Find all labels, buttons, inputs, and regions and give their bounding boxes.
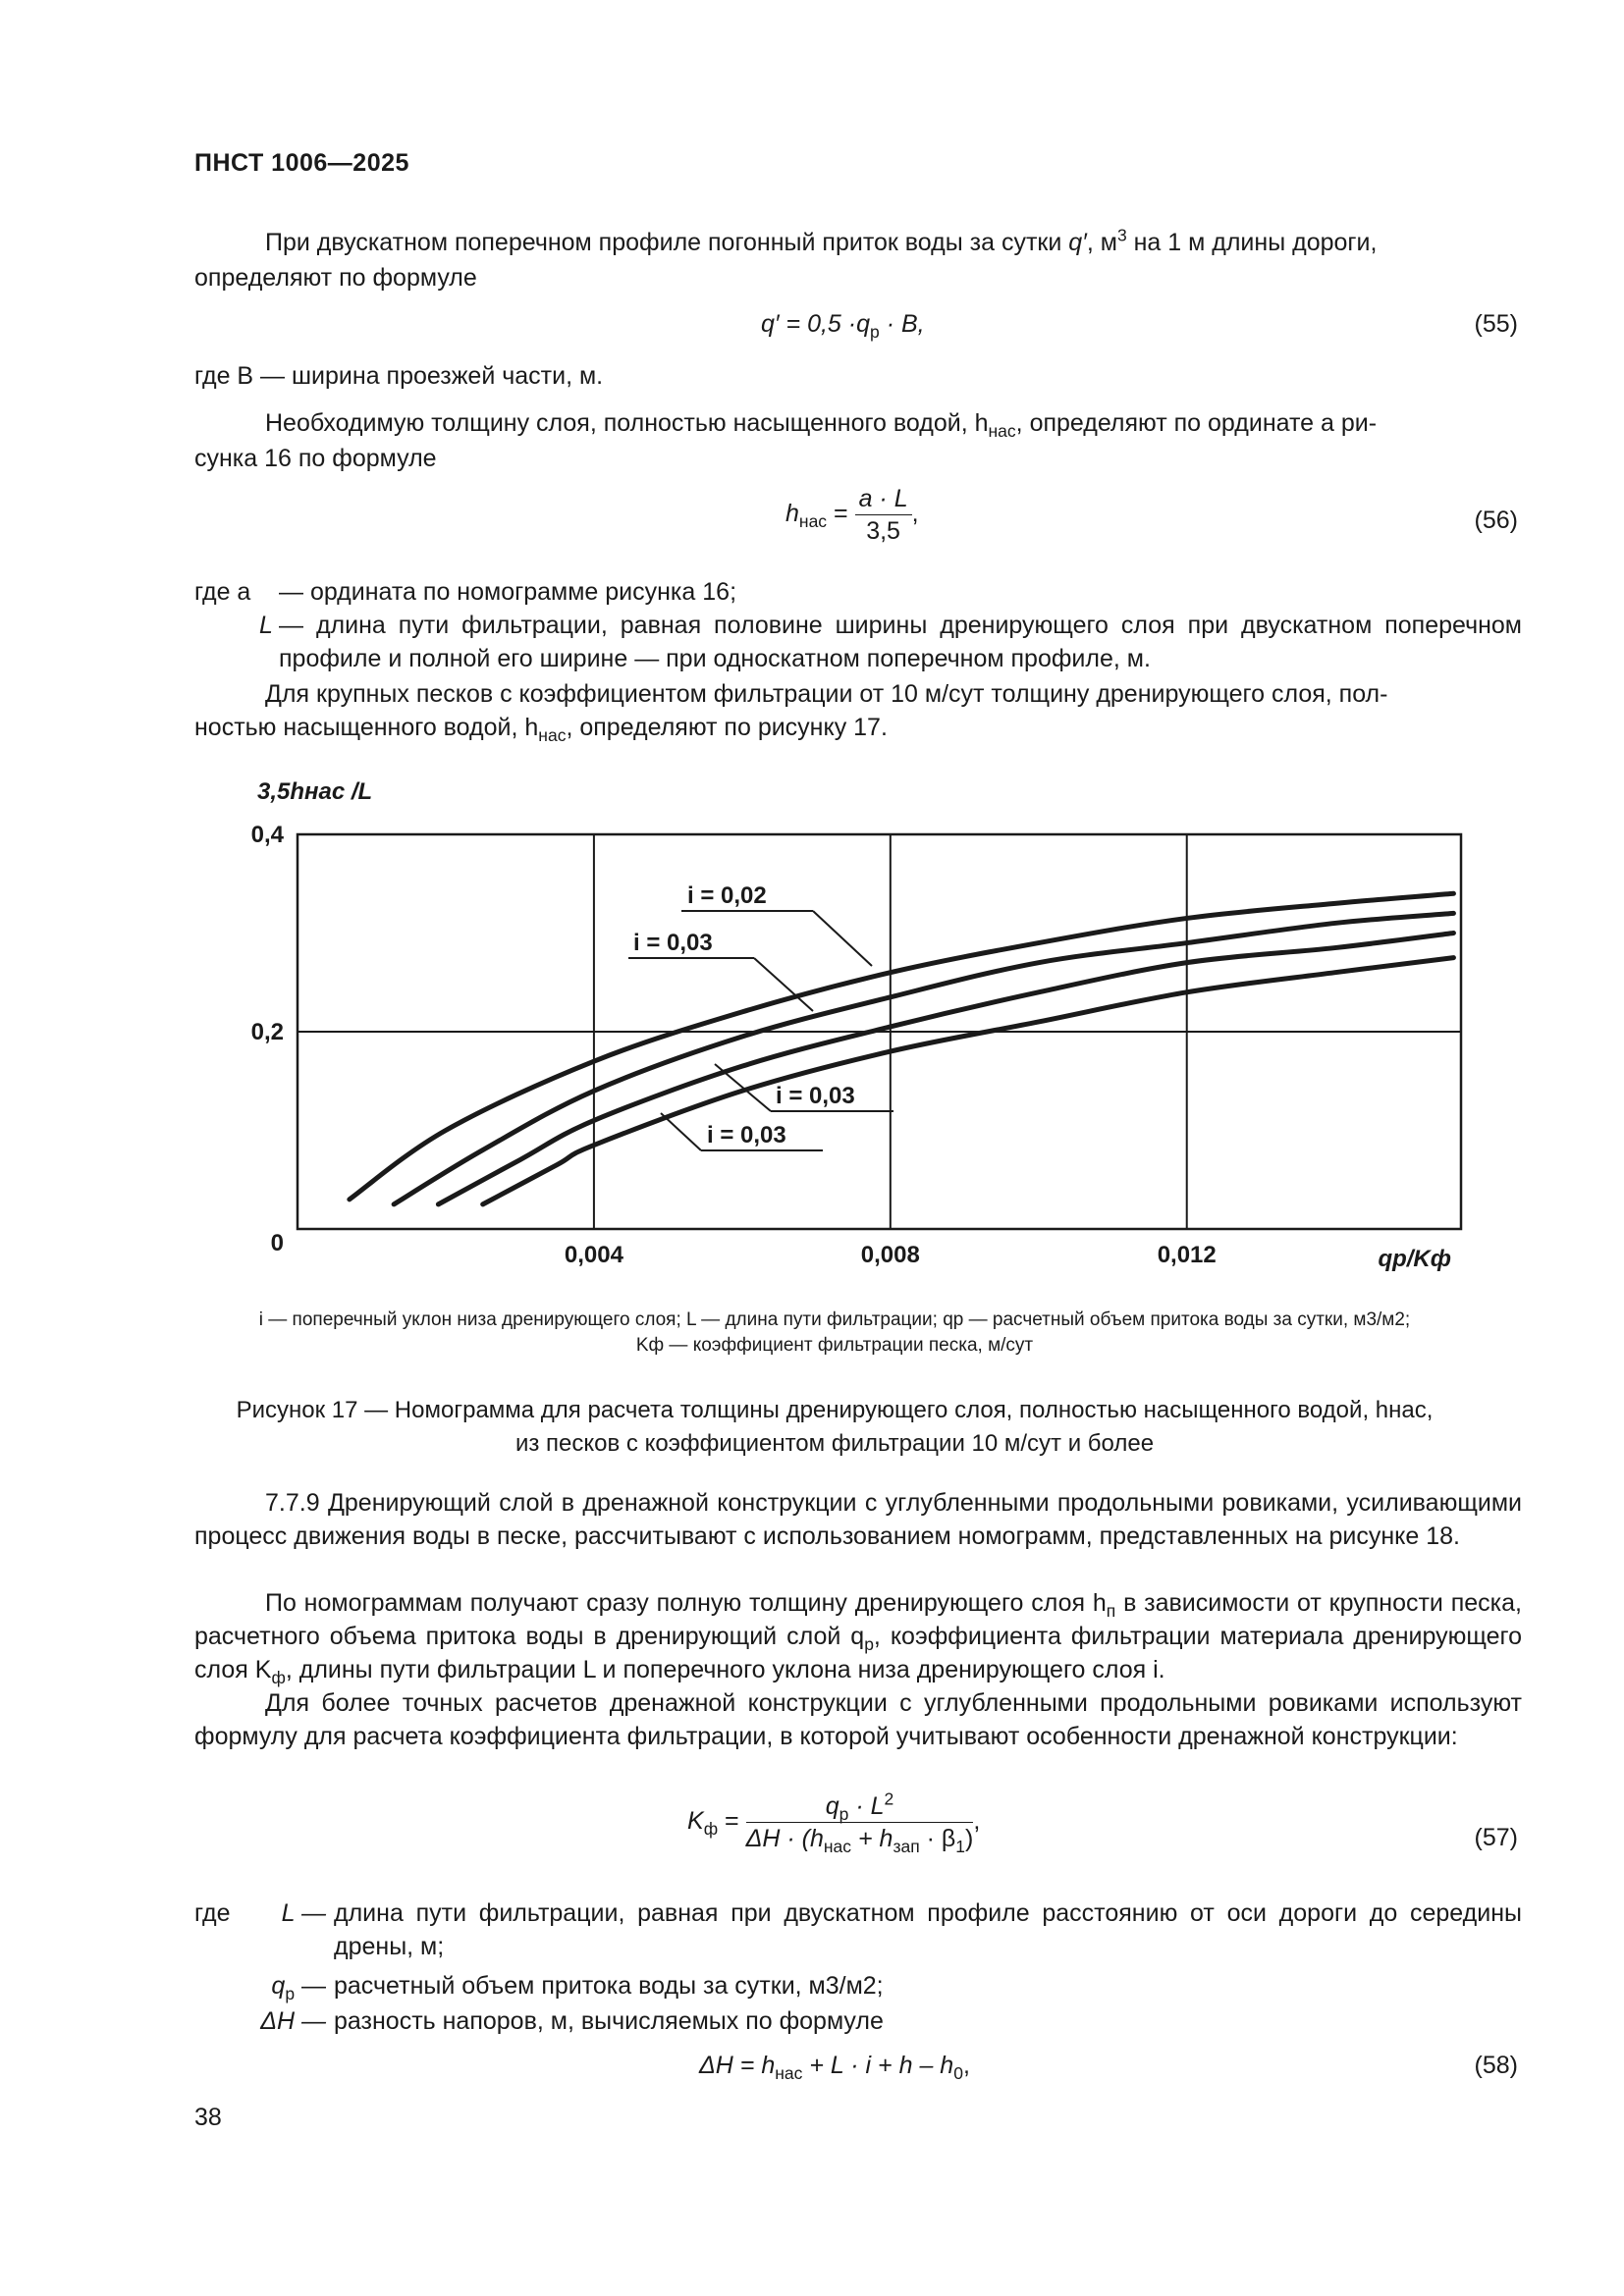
equation-number: (56) xyxy=(1474,507,1518,534)
paragraph-line: Для крупных песков с коэффициентом фильтрации от 10 м/сут толщину дренирующего слоя, пол- xyxy=(265,680,1388,708)
equation-text: · B, xyxy=(879,310,925,338)
series-line-4 xyxy=(483,958,1454,1204)
equation-text: K xyxy=(687,1807,704,1836)
subscript: 0 xyxy=(953,2063,963,2083)
equation-number: (55) xyxy=(1474,310,1518,338)
equation-text: + L · i + h – h xyxy=(802,2052,954,2079)
equation-text: h xyxy=(785,500,799,528)
figure-caption: из песков с коэффициентом фильтрации 10 м/сут и более xyxy=(514,1430,1155,1457)
subscript: зап xyxy=(893,1837,920,1856)
symbol: q xyxy=(271,1972,286,2000)
paragraph: Для более точных расчетов дренажной конструкции с углубленными продольными ровиками используют формулу для расчета коэффициента фильтрации, в которой учитывают особенности дренажной конструкции: xyxy=(194,1689,1522,1750)
symbol: ΔH — xyxy=(260,2007,326,2035)
equation-text: , xyxy=(973,1807,981,1836)
series-line-2 xyxy=(394,913,1453,1203)
equation-text: , xyxy=(911,500,919,528)
document-header: ПНСТ 1006—2025 xyxy=(194,149,409,177)
subscript: нас xyxy=(538,725,567,745)
subscript: нас xyxy=(988,421,1016,441)
chart-series-group xyxy=(350,893,1454,1204)
subscript: ф xyxy=(703,1819,719,1840)
y-tick-label: 0 xyxy=(270,1230,284,1256)
text-run: , м xyxy=(1086,229,1117,256)
equation-57 xyxy=(687,1790,980,1854)
equation-number: (58) xyxy=(1474,2052,1518,2079)
denominator: 3,5 xyxy=(866,517,900,545)
symbol: q′ xyxy=(1068,229,1087,256)
fraction xyxy=(746,1790,974,1854)
equation-number: (57) xyxy=(1474,1824,1518,1851)
paragraph-line: определяют по формуле xyxy=(194,264,477,292)
x-tick-label: 0,008 xyxy=(860,1242,920,1268)
subscript: п xyxy=(1106,1601,1116,1621)
term-text: расчетный объем притока воды за сутки, м3/м2; xyxy=(334,1972,884,2000)
subscript: р xyxy=(285,1984,296,2003)
equation-text: + h xyxy=(851,1825,893,1852)
leader-line xyxy=(715,1064,771,1111)
term-label xyxy=(228,1969,326,2002)
paragraph-line: сунка 16 по формуле xyxy=(194,445,437,472)
text-run: , определяют по ординате a ри- xyxy=(1015,409,1378,437)
symbol: L xyxy=(259,612,273,639)
term-text: — длина пути фильтрации, равная половине ширины дренирующего слоя при двускатном поперечном профиле и полной его ширине — при односкатном поперечном профиле, м. xyxy=(279,612,1522,672)
term-text: длина пути фильтрации, равная при двускатном профиле расстоянию от оси дороги до середины дрены, м; xyxy=(334,1899,1522,1960)
symbol: L — xyxy=(281,1899,326,1927)
chart-legend-line: i — поперечный уклон низа дренирующего слоя; L — длина пути фильтрации; qр — расчетный объем притока воды за сутки, м3/м2; xyxy=(258,1309,1411,1330)
paragraph: 7.7.9 Дренирующий слой в дренажной конструкции с углубленными продольными ровиками, усиливающими процесс движения воды в песке, рассчитывают с использованием номограмм, представленных на рисунке 18. xyxy=(194,1489,1522,1550)
subscript: ф xyxy=(271,1668,286,1687)
leader-line xyxy=(754,958,813,1011)
subscript: нас xyxy=(798,511,828,532)
equation-text: ΔH = h xyxy=(699,2052,776,2079)
where-clause: где B — ширина проезжей части, м. xyxy=(194,362,604,390)
x-tick-label: 0,004 xyxy=(564,1242,623,1268)
term-label: где a xyxy=(194,578,251,606)
subscript: р xyxy=(864,1634,874,1654)
numerator xyxy=(746,1790,974,1823)
leader-line xyxy=(661,1113,701,1150)
subscript: р xyxy=(839,1804,849,1824)
leader-line xyxy=(813,911,872,966)
y-axis-title: 3,5hнас /L xyxy=(257,778,373,805)
text-run: в зависимости от крупности песка, расчетного объема притока воды в дренирующий слой q xyxy=(194,1589,1522,1650)
term-text: разность напоров, м, вычисляемых по формуле xyxy=(334,2007,884,2035)
equation-text: q′ = 0,5 ·q xyxy=(761,310,871,338)
page-number: 38 xyxy=(194,2104,222,2131)
text-run: По номограммам получают сразу полную толщину дренирующего слоя h xyxy=(265,1589,1107,1617)
equation-text: = xyxy=(834,500,848,528)
denominator xyxy=(746,1823,974,1854)
term-label xyxy=(267,1896,326,1930)
term-text: — ордината по номограмме рисунка 16; xyxy=(279,578,737,606)
y-tick-label: 0,2 xyxy=(250,1019,284,1045)
text-run: на 1 м длины дороги, xyxy=(1126,229,1378,256)
y-tick-label: 0,4 xyxy=(250,822,284,848)
equation-text: · β xyxy=(919,1825,956,1852)
text-run: При двускатном поперечном профиле погонный приток воды за сутки xyxy=(265,229,1069,256)
equation-text: , xyxy=(962,2052,970,2079)
chart-legend-line: Kф — коэффициент фильтрации песка, м/сут xyxy=(635,1335,1034,1356)
text-run: ностью насыщенного водой, h xyxy=(194,714,539,741)
equation-text: ΔH · (h xyxy=(745,1825,824,1852)
term-label: где xyxy=(194,1899,231,1927)
subscript: 1 xyxy=(955,1837,966,1856)
series-line-3 xyxy=(438,934,1453,1204)
x-tick-label: 0,012 xyxy=(1157,1242,1217,1268)
annotation-label: i = 0,03 xyxy=(776,1083,855,1109)
annotation-label: i = 0,03 xyxy=(633,930,713,956)
subscript: р xyxy=(870,322,880,342)
paragraph xyxy=(194,1586,1522,1686)
x-axis-title: qр/Kф xyxy=(1378,1246,1451,1272)
term-label xyxy=(228,2004,326,2038)
subscript: нас xyxy=(775,2063,803,2083)
subscript: нас xyxy=(823,1837,852,1856)
text-run: Необходимую толщину слоя, полностью насыщенного водой, h xyxy=(265,409,989,437)
equation-text: · L xyxy=(848,1792,885,1820)
equation-text: ) xyxy=(965,1825,974,1852)
text-run: — xyxy=(295,1972,326,2000)
equation-text: q xyxy=(825,1792,839,1820)
annotation-label: i = 0,03 xyxy=(707,1122,786,1148)
numerator: a · L xyxy=(855,483,912,515)
figure-caption: Рисунок 17 — Номограмма для расчета толщины дренирующего слоя, полностью насыщенного водой, hнас, xyxy=(236,1397,1434,1423)
text-run: , длины пути фильтрации L и поперечного уклона низа дренирующего слоя i. xyxy=(285,1656,1165,1683)
chart-text-group xyxy=(251,778,1451,1272)
equation-58 xyxy=(699,2052,970,2083)
superscript: 2 xyxy=(884,1789,894,1809)
annotation-label: i = 0,02 xyxy=(687,882,767,909)
equation-text: = xyxy=(725,1807,739,1836)
superscript: 3 xyxy=(1116,225,1127,245)
text-run: , определяют по рисунку 17. xyxy=(566,714,888,741)
text-run: , коэффициента фильтрации материала дренирующего слоя K xyxy=(194,1623,1523,1683)
